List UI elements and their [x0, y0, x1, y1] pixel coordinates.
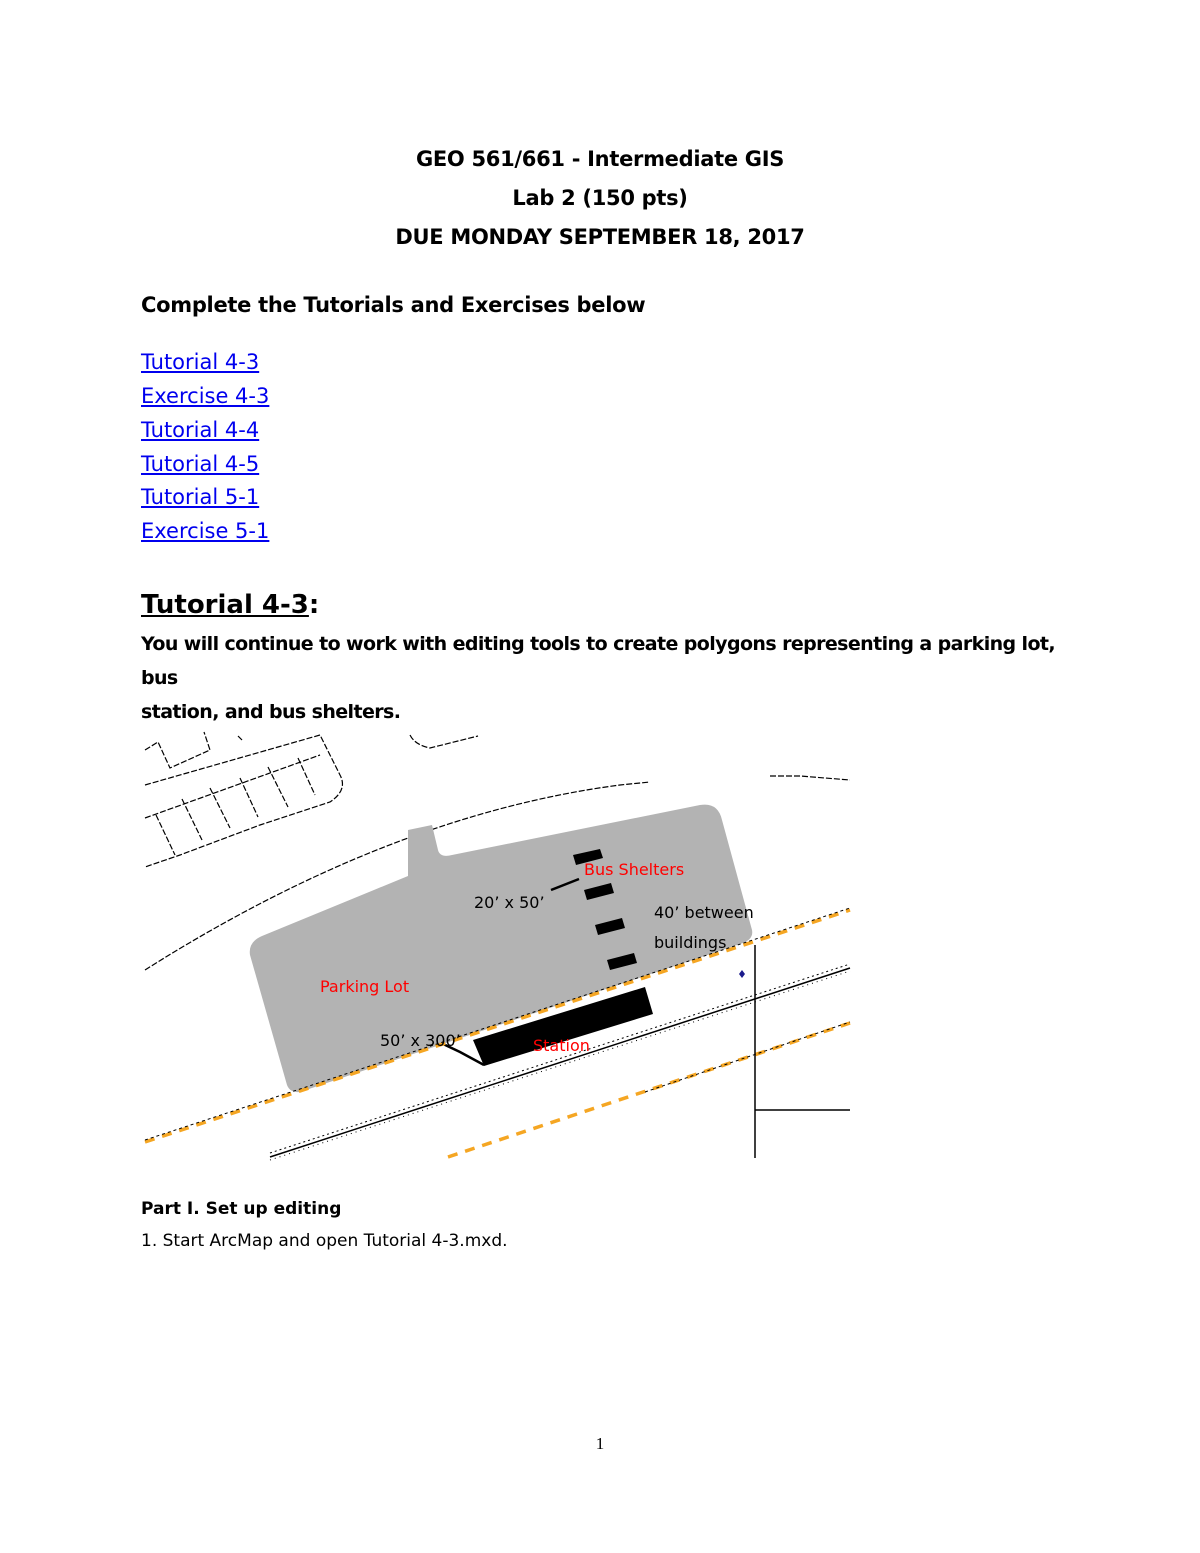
label-parking-lot: Parking Lot: [320, 977, 410, 996]
due-date: DUE MONDAY SEPTEMBER 18, 2017: [395, 225, 805, 249]
part1-heading: Part I. Set up editing: [141, 1199, 342, 1219]
course-title: GEO 561/661 - Intermediate GIS: [415, 147, 785, 171]
instruction-heading: Complete the Tutorials and Exercises below: [141, 293, 646, 317]
section-heading-colon: :: [308, 590, 320, 620]
label-station-size: 50’ x 300’: [380, 1031, 461, 1050]
part1-step1: 1. Start ArcMap and open Tutorial 4-3.mxd.: [141, 1231, 508, 1251]
label-shelter-size: 20’ x 50’: [474, 893, 545, 912]
link-tutorial-4-4[interactable]: Tutorial 4-4: [141, 418, 260, 442]
tutorial-links-list: [141, 350, 269, 553]
point-marker-icon: [739, 970, 745, 978]
section-description: [141, 627, 1081, 729]
description-line-2: station, and bus shelters.: [141, 701, 401, 723]
section-heading-text: Tutorial 4-3: [141, 590, 309, 620]
label-spacing-line2: buildings: [654, 933, 727, 952]
link-tutorial-5-1[interactable]: Tutorial 5-1: [141, 485, 260, 509]
lab-title: Lab 2 (150 pts): [512, 186, 688, 210]
map-figure: [140, 720, 855, 1170]
link-exercise-5-1[interactable]: Exercise 5-1: [141, 519, 270, 543]
description-line-1: You will continue to work with editing tools to create polygons representing a parking lot, bus: [141, 633, 1056, 689]
section-heading: [141, 590, 319, 620]
link-tutorial-4-3[interactable]: Tutorial 4-3: [141, 350, 260, 374]
label-bus-shelters: Bus Shelters: [584, 860, 685, 879]
link-tutorial-4-5[interactable]: Tutorial 4-5: [141, 452, 260, 476]
label-spacing-line1: 40’ between: [654, 903, 754, 922]
label-spacing: [654, 898, 754, 958]
label-station: Station: [533, 1036, 590, 1055]
link-exercise-4-3[interactable]: Exercise 4-3: [141, 384, 270, 408]
page-number: 1: [595, 1434, 605, 1453]
